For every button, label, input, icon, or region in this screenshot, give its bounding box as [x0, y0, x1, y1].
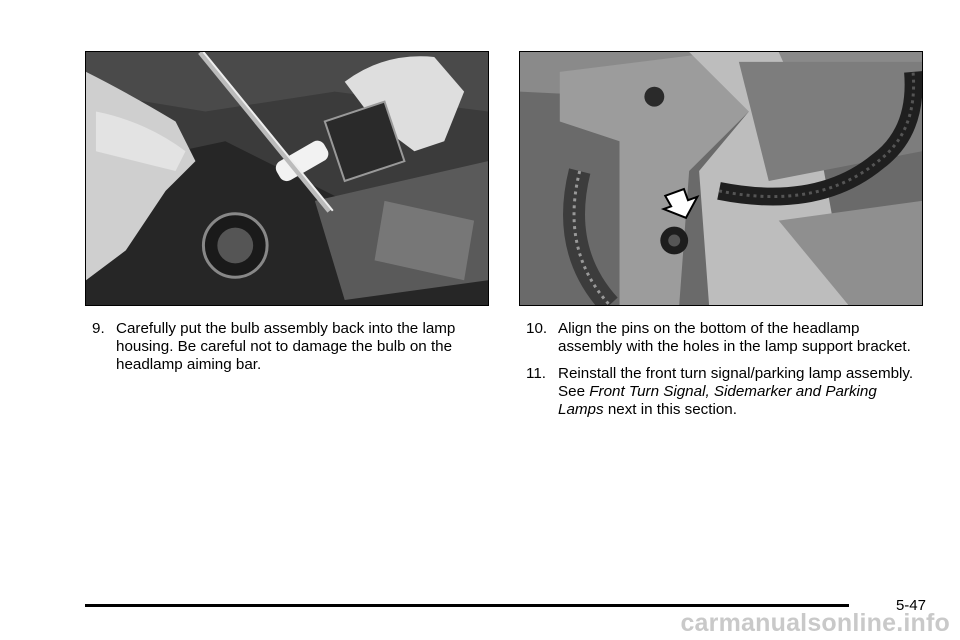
- footer-rule: [85, 604, 849, 607]
- step-item: [526, 320, 926, 356]
- step-text: Carefully put the bulb assembly back into the lamp housing. Be careful not to damage the bulb on the headlamp aiming bar.: [116, 320, 456, 373]
- section-reference-link[interactable]: Front Turn Signal, Sidemarker and Parking Lamps: [558, 383, 877, 418]
- step-number: 9.: [92, 320, 105, 337]
- page-number: 5-47: [895, 597, 926, 614]
- step-number: 11.: [526, 365, 546, 382]
- bulb-installation-photo: [85, 51, 489, 306]
- step-text: Reinstall the front turn signal/parking lamp assembly. See: [558, 365, 914, 400]
- step-text-end: next in this section.: [603, 401, 737, 418]
- step-number: 10.: [526, 320, 548, 337]
- step-text: Align the pins on the bottom of the headlamp assembly with the holes in the lamp support bracket.: [558, 320, 911, 355]
- headlamp-bracket-photo: [519, 51, 923, 306]
- step-item: [526, 365, 926, 419]
- instructions-left-column: [92, 320, 492, 383]
- watermark: carmanualsonline.info: [680, 609, 950, 637]
- step-item: [92, 320, 492, 374]
- instructions-right-column: [526, 320, 926, 428]
